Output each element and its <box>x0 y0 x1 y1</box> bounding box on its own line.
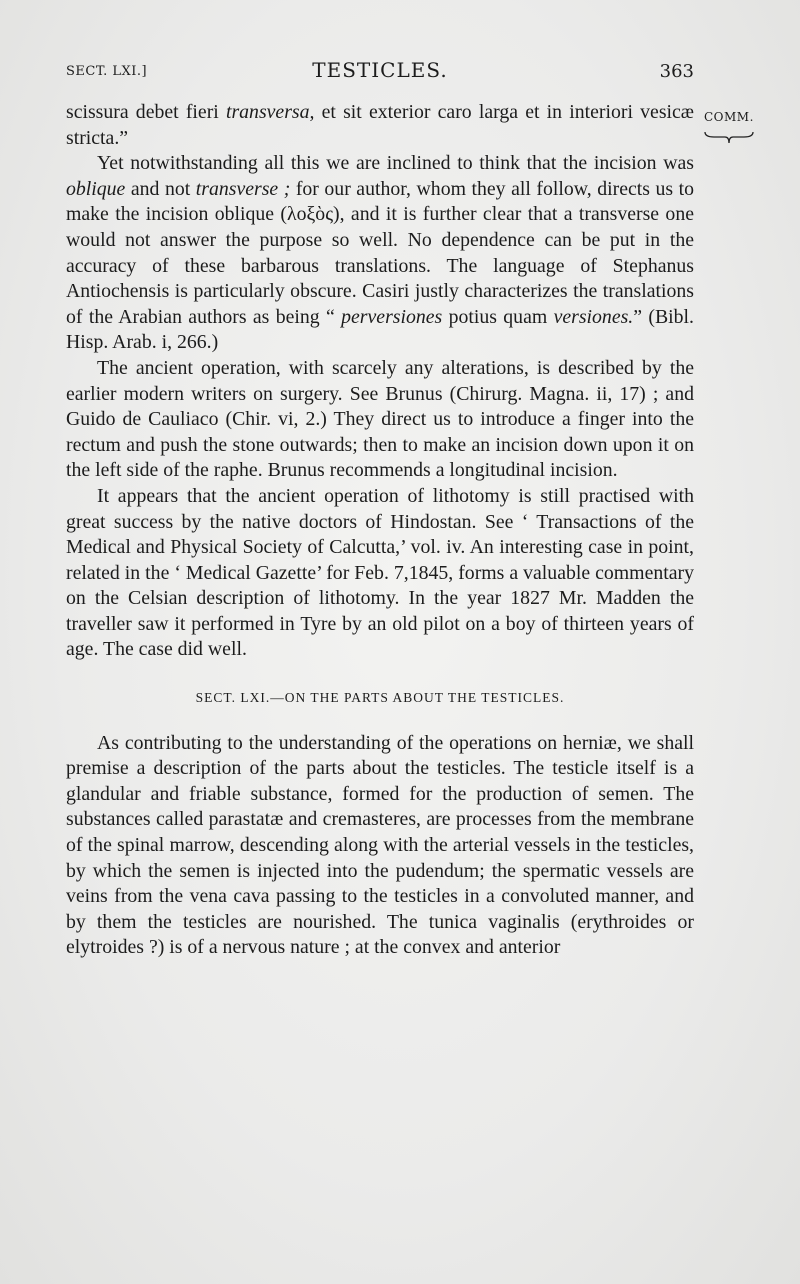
italic-run: transversa, <box>225 101 315 123</box>
italic-run: transverse ; <box>195 177 291 200</box>
header-section: SECT. LXI.] <box>66 64 148 79</box>
page-body <box>66 100 694 961</box>
section-heading: SECT. LXI.—ON THE PARTS ABOUT THE TESTICLES. <box>195 690 565 706</box>
brace-icon <box>704 130 754 144</box>
paragraph: As contributing to the understanding of the operations on herniæ, we shall premise a description of the parts about the testicles. The testicle itself is a glandular and friable substance, formed for the production of semen. The substances called parastatæ and cremasteres, are processes from the membrane of the spinal marrow, descending along with the arterial vessels in the testicles, by which the semen is injected into the pudendum; the spermatic vessels are veins from the vena cava passing to the testicles in a convoluted manner, and by them the testicles are nourished. The tunica vaginalis (erythroides or elytroides ?) is of a nervous nature ; at the convex and anterior <box>66 731 694 959</box>
italic-run: versiones. <box>553 305 634 328</box>
page-number: 363 <box>659 61 694 82</box>
italic-run: oblique <box>66 177 126 200</box>
italic-run: perversiones <box>341 305 443 328</box>
paragraph: The ancient operation, with scarcely any alterations, is described by the earlier modern writers on surgery. See Brunus (Chirurg. Magna. ii, 17) ; and Guido de Cauliaco (Chir. vi, 2.) They direct us to introduce a finger into the rectum and push the stone outwards; then to make an incision down upon it on the left side of the raphe. Brunus recommends a longitudinal incision. <box>66 356 694 482</box>
paragraph: scissura debet fieri transversa, et sit exterior caro larga et in interiori vesicæ stricta.” <box>66 101 694 149</box>
paragraph: It appears that the ancient operation of lithotomy is still practised with great success by the native doctors of Hindostan. See ‘ Transactions of the Medical and Physical Society of Calcutta,’ vol. iv. An interesting case in point, related in the ‘ Medical Gazette’ for Feb. 7,1845, forms a valuable commentary on the Celsian description of lithotomy. In the year 1827 Mr. Madden the traveller saw it performed in Tyre by an old pilot on a boy of thirteen years of age. The case did well. <box>66 484 694 661</box>
header-title: TESTICLES. <box>312 58 448 82</box>
margin-note: COMM. <box>704 110 754 124</box>
running-header <box>66 58 694 88</box>
paragraph: Yet notwithstanding all this we are inclined to think that the incision was oblique and not transverse ; for our author, whom they all follow, directs us to make the incision oblique (λοξὸς), and it is further clear that a transverse one would not answer the purpose so well. No dependence can be put in the accuracy of these barbarous translations. The language of Stephanus Antiochensis is particularly obscure. Casiri justly characterizes the translations of the Arabian authors as being “ perversiones potius quam versiones.” (Bibl. Hisp. Arab. i, 266.) <box>66 152 694 354</box>
